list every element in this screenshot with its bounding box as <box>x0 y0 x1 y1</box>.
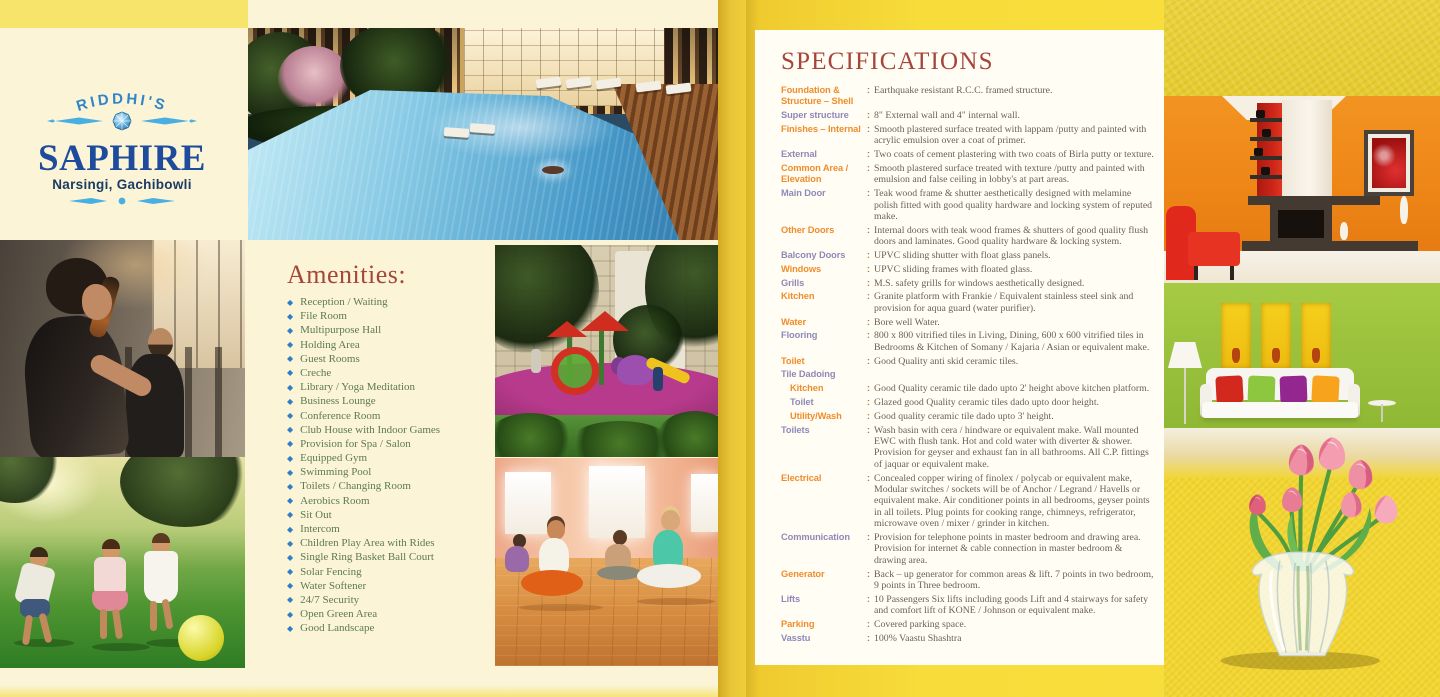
amenity-item <box>287 623 487 634</box>
flourish-left-icon <box>47 118 103 125</box>
figure-shadow <box>637 598 715 605</box>
orange-cushion <box>1311 375 1339 403</box>
amenity-label: Creche <box>300 366 332 379</box>
amenity-label: Single Ring Basket Ball Court <box>300 551 434 564</box>
tree <box>495 245 599 355</box>
amenity-label: Swimming Pool <box>300 466 372 479</box>
spec-row <box>781 569 1154 592</box>
wall-niche <box>1221 303 1251 369</box>
spec-value: UPVC sliding shutter with float glass panels. <box>874 250 1051 262</box>
blurred-tree <box>120 457 245 527</box>
spec-label: Super structure <box>781 110 849 121</box>
amenity-item <box>287 382 487 393</box>
spec-label: Tile Dadoing <box>781 369 836 380</box>
yellow-ball <box>178 615 224 661</box>
spec-row <box>781 85 1154 108</box>
glass-vase <box>1252 552 1353 656</box>
amenity-label: Aerobics Room <box>300 494 370 507</box>
lounge-chair <box>444 127 470 138</box>
tulip-bouquet <box>1198 418 1423 673</box>
spec-value: Teak wood frame & shutter aesthetically designed with melamine polish fitted with good quality hardware and locking system of reputed make. <box>874 188 1153 223</box>
man-runner-torso <box>126 354 184 457</box>
spec-row <box>781 149 1154 160</box>
spec-row <box>781 110 1154 121</box>
spec-colon: : <box>866 316 871 328</box>
spec-colon: : <box>866 250 871 262</box>
diamond-bullet-icon <box>287 412 293 420</box>
spec-colon: : <box>866 410 871 422</box>
diamond-bullet-icon <box>287 313 293 321</box>
amenity-item <box>287 481 487 492</box>
amenity-item <box>287 297 487 308</box>
spec-colon: : <box>866 383 871 395</box>
spec-value: Good quality ceramic tile dado upto 3' height. <box>874 410 1054 422</box>
amenity-label: Business Lounge <box>300 395 376 408</box>
amenity-label: Intercom <box>300 523 340 535</box>
amenity-item <box>287 396 487 407</box>
girl2-hair <box>152 533 170 543</box>
amenity-label: Guest Rooms <box>300 352 360 365</box>
wall-art-frame <box>1364 130 1414 196</box>
spec-row <box>781 369 1154 380</box>
spec-colon: : <box>866 424 871 436</box>
amenity-label: Good Landscape <box>300 622 375 635</box>
spec-colon: : <box>866 355 871 367</box>
amenity-label: Water Softener <box>300 579 367 592</box>
amenity-label: Solar Fencing <box>300 565 362 578</box>
spec-label: Generator <box>781 568 825 579</box>
fireplace-mantel <box>1248 196 1380 205</box>
spec-label: Utility/Wash <box>790 410 842 421</box>
spec-colon: : <box>866 291 871 303</box>
wall-shelf <box>1250 118 1282 122</box>
spec-colon: : <box>866 85 871 96</box>
brand-logo <box>27 70 217 208</box>
spec-colon: : <box>866 532 871 544</box>
girl-leg <box>100 609 107 639</box>
interior-photo <box>1164 0 1440 697</box>
wall-shelf <box>1250 175 1282 179</box>
amenity-label: Sit Out <box>300 508 332 521</box>
amenity-label: Open Green Area <box>300 608 378 621</box>
amenity-item <box>287 496 487 507</box>
floor-lamp-pole <box>1184 368 1186 424</box>
diamond-bullet-icon <box>287 327 293 335</box>
swimmer <box>542 166 564 174</box>
amenity-label: Provision for Spa / Salon <box>300 437 411 450</box>
tulip-flowers <box>1249 437 1397 523</box>
running-kid <box>653 367 663 391</box>
spec-label: Kitchen <box>781 291 815 302</box>
diamond-bullet-icon <box>287 568 293 576</box>
amenity-label: Club House with Indoor Games <box>300 423 441 436</box>
spec-value: Smooth plastered surface treated with lappam /putty and painted with acrylic emulsion over a coat of primer. <box>874 124 1147 147</box>
gym-photo <box>0 240 245 457</box>
shelf-object <box>1261 167 1270 175</box>
svg-text:RIDDHI'S <box>74 90 169 115</box>
spec-label: Finishes – Internal <box>781 124 861 134</box>
yogi-gray-pants <box>597 566 641 580</box>
spec-value: 10 Passengers Six lifts including goods Lift and 4 stairways for safety and comfort lift of KONE / Johnson or equivalent make. <box>874 593 1149 617</box>
girl-hair <box>102 539 120 549</box>
amenity-item <box>287 467 487 478</box>
girl2-leg <box>150 601 157 631</box>
diamond-bullet-icon <box>287 526 293 534</box>
white-vase <box>1340 222 1348 240</box>
diamond-bullet-icon <box>287 426 293 434</box>
play-tower-roof <box>581 311 629 331</box>
amenity-label: Multipurpose Hall <box>300 324 382 337</box>
spec-value: Provision for telephone points in master bedroom and drawing area. Provision for internet & cable connection in master bedroom & drawing area. <box>874 532 1141 566</box>
amenity-item <box>287 510 487 521</box>
amenity-item <box>287 325 487 336</box>
woman-runner-torso <box>20 312 130 457</box>
tall-white-vase <box>1400 196 1408 224</box>
logo-brand-top: RIDDHI'S <box>74 90 170 115</box>
kid-shadow <box>92 643 150 651</box>
diamond-bullet-icon <box>287 483 293 491</box>
spec-row <box>781 225 1154 248</box>
kids-photo <box>0 457 245 668</box>
spec-value: Back – up generator for common areas & lift. 7 points in two bedroom, 9 points in Three bedroom. <box>874 568 1154 592</box>
spec-value: Covered parking space. <box>874 619 967 631</box>
lounge-chair <box>470 123 496 134</box>
spec-value: Smooth plastered surface treated with texture /putty and painted with emulsion and false ceiling in lobby's at part areas. <box>874 163 1145 186</box>
amenity-item <box>287 524 487 535</box>
diamond-bullet-icon <box>287 341 293 349</box>
spec-row <box>781 619 1154 630</box>
spec-colon: : <box>866 263 871 275</box>
spec-row <box>781 532 1154 566</box>
niche-vase <box>1272 348 1280 363</box>
spec-label: Common Area / Elevation <box>781 163 849 185</box>
amenity-label: Reception / Waiting <box>300 296 388 308</box>
spec-row <box>781 397 1154 408</box>
diamond-bullet-icon <box>287 299 293 307</box>
amenities-heading: Amenities: <box>287 260 407 289</box>
spec-value: Concealed copper wiring of finolex / polycab or equivalent make, Modular switches / sockets will be of Anchor / Legrand / Havells or equivalent make. Air conditioner points in all bedrooms, geyser points in all toilets. Plug points for cooking range, chimneys, refrigerator, microwave oven / mixer / grinder in kitchen. <box>874 472 1150 530</box>
girl2-leg <box>161 599 173 630</box>
specifications-heading: SPECIFICATIONS <box>781 48 994 75</box>
logo-svg <box>27 70 217 208</box>
spec-value: Granite platform with Frankie / Equivalent stainless steel sink and provision for aqua guard (water purifier). <box>874 291 1134 314</box>
spec-value: 800 x 800 vitrified tiles in Living, Dining, 600 x 600 vitrified tiles in Bedrooms & Kitchen of Somany / Kajaria / Asian or equivalent make. <box>874 330 1150 353</box>
spec-row <box>781 163 1154 186</box>
spec-value: Bore well Water. <box>874 316 940 328</box>
wall-niche <box>1261 303 1291 369</box>
red-abstract-art <box>1372 138 1406 188</box>
amenity-item <box>287 581 487 592</box>
spec-colon: : <box>866 593 871 605</box>
spec-label: Lifts <box>781 593 801 604</box>
amenity-label: File Room <box>300 310 347 323</box>
spec-value: Good Quality anti skid ceramic tiles. <box>874 355 1019 367</box>
amenity-label: Children Play Area with Rides <box>300 537 435 550</box>
spec-label: Main Door <box>781 188 826 199</box>
diamond-bullet-icon <box>287 497 293 505</box>
spec-value: Internal doors with teak wood frames & shutters of good quality flush doors and laminates. Good quality hardware & locking system. <box>874 224 1148 248</box>
spec-colon: : <box>866 568 871 580</box>
logo-brand: SAPHIRE <box>38 138 206 179</box>
spec-value: 8" External wall and 4" internal wall. <box>874 110 1020 122</box>
left-page <box>0 0 718 697</box>
amenity-item <box>287 567 487 578</box>
studio-window <box>505 472 551 534</box>
diamond-bullet-icon <box>287 384 293 392</box>
spec-row <box>781 264 1154 275</box>
bottom-yellow-strip <box>0 685 718 697</box>
spec-value: Earthquake resistant R.C.C. framed structure. <box>874 85 1053 96</box>
amenity-item <box>287 425 487 436</box>
spec-value: Glazed good Quality ceramic tiles dado upto door height. <box>874 397 1099 408</box>
standing-kid <box>531 349 541 373</box>
niche-vase <box>1312 348 1320 363</box>
spec-row <box>781 278 1154 289</box>
diamond-bullet-icon <box>287 582 293 590</box>
yoga-photo <box>495 458 718 666</box>
amenity-item <box>287 439 487 450</box>
wall-shelf <box>1250 156 1282 160</box>
firebox <box>1270 205 1332 241</box>
spec-value: UPVC sliding frames with floated glass. <box>874 263 1033 275</box>
studio-window <box>691 474 718 532</box>
spec-colon: : <box>866 110 871 122</box>
diamond-bullet-icon <box>287 540 293 548</box>
spec-row <box>781 317 1154 328</box>
diamond-bullet-icon <box>287 611 293 619</box>
armchair-leg <box>1230 266 1234 280</box>
studio-window <box>589 466 645 538</box>
spec-colon: : <box>866 149 871 161</box>
figure-shadow <box>519 604 603 611</box>
white-sofa-seat <box>1202 402 1358 418</box>
spec-value: Two coats of cement plastering with two coats of Birla putty or texture. <box>874 149 1154 161</box>
amenities-section <box>287 260 487 638</box>
spec-label: Toilet <box>781 355 805 366</box>
yogi-head <box>547 520 565 540</box>
spec-colon: : <box>866 188 871 200</box>
spec-label: Parking <box>781 619 815 630</box>
yogi-orange-pants <box>521 570 583 596</box>
spec-label: Grills <box>781 277 805 288</box>
amenity-label: Library / Yoga Meditation <box>300 381 416 394</box>
spec-label: Kitchen <box>790 383 824 394</box>
diamond-bullet-icon <box>287 440 293 448</box>
wall-shelf <box>1250 137 1282 141</box>
amenity-label: Conference Room <box>300 409 381 422</box>
top-yellow-strip <box>0 0 248 28</box>
diamond-bullet-icon <box>287 455 293 463</box>
spec-label: Toilet <box>790 397 814 407</box>
spec-row <box>781 633 1154 644</box>
spec-value: M.S. safety grills for windows aesthetically designed. <box>874 277 1085 289</box>
hearth-slab <box>1242 241 1418 251</box>
armchair-leg <box>1194 266 1198 280</box>
amenity-item <box>287 552 487 563</box>
amenity-label: Holding Area <box>300 338 360 351</box>
boy-hair <box>30 547 48 557</box>
diamond-bullet-icon <box>287 398 293 406</box>
spec-row <box>781 291 1154 314</box>
spec-row <box>781 330 1154 353</box>
spec-label: External <box>781 149 817 160</box>
logo-location: Narsingi, Gachibowli <box>52 177 192 192</box>
yogi-white-pants <box>637 564 701 588</box>
spec-row <box>781 188 1154 222</box>
spec-label: Other Doors <box>781 224 835 235</box>
diamond-bullet-icon <box>287 554 293 562</box>
purple-cushion <box>1280 376 1308 404</box>
amenity-item <box>287 311 487 322</box>
spec-colon: : <box>866 330 871 342</box>
diamond-bullet-icon <box>287 596 293 604</box>
playground-photo <box>495 245 718 457</box>
spec-label: Communication <box>781 532 850 543</box>
spec-colon: : <box>866 277 871 289</box>
amenity-item <box>287 411 487 422</box>
amenity-item <box>287 538 487 549</box>
spec-label: Water <box>781 316 806 327</box>
spec-label: Balcony Doors <box>781 250 846 261</box>
spec-label: Windows <box>781 263 822 274</box>
amenity-label: Toilets / Changing Room <box>300 480 411 493</box>
spec-row <box>781 250 1154 261</box>
art-mat <box>1368 134 1410 192</box>
amenity-item <box>287 595 487 606</box>
shelf-object <box>1256 110 1265 118</box>
girl2-dress <box>144 551 178 603</box>
spiral-slide <box>551 347 599 395</box>
spec-value: 100% Vaastu Shashtra <box>874 632 962 644</box>
spec-row <box>781 594 1154 617</box>
spec-row <box>781 383 1154 394</box>
yogi-head <box>661 510 680 531</box>
flowering-tree <box>278 46 350 112</box>
spec-colon: : <box>866 163 871 174</box>
spec-colon: : <box>866 619 871 631</box>
spec-colon: : <box>866 632 871 644</box>
pool-photo <box>248 28 718 240</box>
amenity-label: 24/7 Security <box>300 593 360 606</box>
woman-runner-face <box>82 284 112 320</box>
fireplace-chimney <box>1282 100 1332 204</box>
wall-niche <box>1301 303 1331 369</box>
girl-skirt <box>92 591 128 611</box>
niche-vase <box>1232 348 1240 363</box>
girl-leg <box>112 609 123 640</box>
yogi-head <box>613 530 627 545</box>
yellow-textured-wall <box>1164 0 1440 96</box>
amenity-item <box>287 453 487 464</box>
shelf-object <box>1254 148 1263 156</box>
diamond-bullet-icon <box>287 511 293 519</box>
amenity-item <box>287 354 487 365</box>
spec-colon: : <box>866 397 871 408</box>
red-cushion <box>1215 375 1243 403</box>
flourish-bottom-icon <box>69 198 175 205</box>
spec-row <box>781 124 1154 147</box>
spec-label: Flooring <box>781 330 818 341</box>
spec-label: Foundation & Structure – Shell <box>781 85 854 107</box>
diamond-bullet-icon <box>287 469 293 477</box>
play-tower-post <box>599 329 604 385</box>
spec-row <box>781 473 1154 530</box>
gem-icon <box>113 112 131 130</box>
spec-row <box>781 425 1154 471</box>
shelf-object <box>1262 129 1271 137</box>
specifications-panel <box>755 30 1164 665</box>
spec-label: Vasstu <box>781 632 811 643</box>
girl-top <box>94 557 126 595</box>
specifications-list <box>781 85 1154 644</box>
amenities-list <box>287 297 487 634</box>
diamond-bullet-icon <box>287 355 293 363</box>
flourish-right-icon <box>141 118 197 125</box>
spec-value: Wash basin with cera / hindware or equivalent make. Wall mounted EWC with flush tank. Hot and cold water with diverter & shower. Provision for geyser and exhaust fan in all bathrooms. All C.P. fittings of jaquar or equivalent make. <box>874 424 1149 470</box>
spec-value: Good Quality ceramic tile dado upto 2' height above kitchen platform. <box>874 383 1150 395</box>
firebox-opening <box>1278 210 1324 238</box>
spec-label: Electrical <box>781 472 822 483</box>
green-cushion <box>1248 376 1276 404</box>
spec-label: Toilets <box>781 424 810 435</box>
spec-row <box>781 356 1154 367</box>
amenity-label: Equipped Gym <box>300 452 368 465</box>
red-armchair-seat <box>1188 232 1240 266</box>
spec-colon: : <box>866 224 871 236</box>
amenity-item <box>287 609 487 620</box>
diamond-bullet-icon <box>287 625 293 633</box>
spec-row <box>781 411 1154 422</box>
spec-colon: : <box>866 472 871 484</box>
diamond-bullet-icon <box>287 369 293 377</box>
amenity-item <box>287 368 487 379</box>
amenity-item <box>287 340 487 351</box>
spec-colon: : <box>866 124 871 135</box>
yogi-purple-top <box>505 546 529 572</box>
page-fold-gutter <box>718 0 746 697</box>
